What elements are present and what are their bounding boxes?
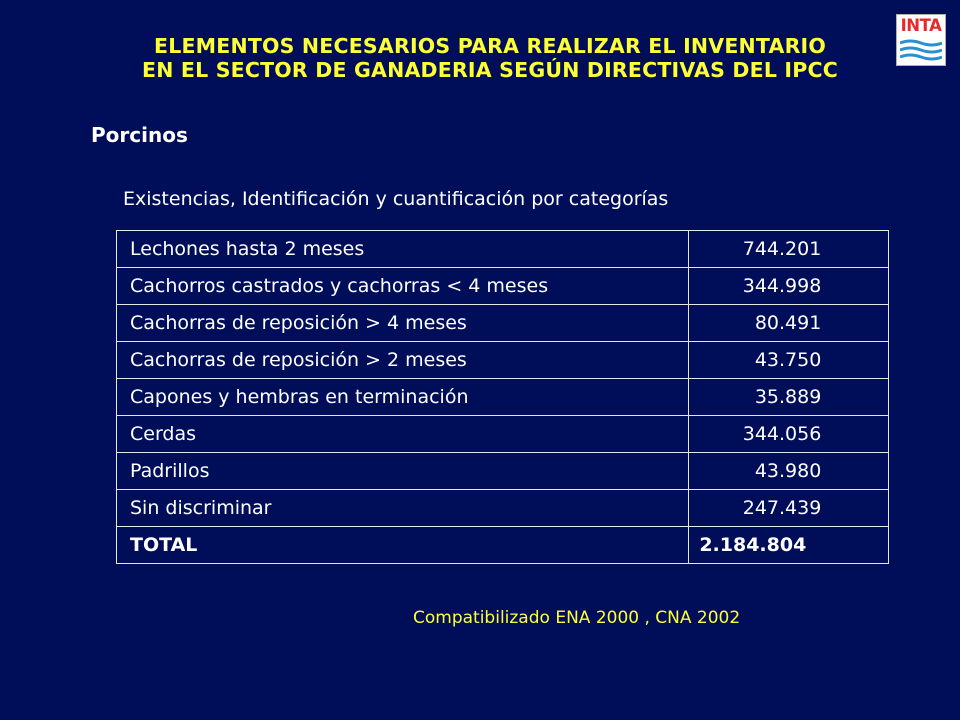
total-value: 2.184.804 [699,534,807,556]
category-value: 80.491 [754,312,822,334]
total-row [117,527,889,564]
category-label: Cachorros castrados y cachorras < 4 meses [117,268,689,305]
category-label: Padrillos [117,453,689,490]
table-row [117,305,889,342]
page-title [70,34,910,82]
category-value-cell [689,342,889,379]
table-body [117,231,889,564]
category-value-cell [689,490,889,527]
total-label: TOTAL [117,527,689,564]
inta-logo [896,14,946,66]
table-row [117,342,889,379]
logo-waves-icon [900,39,942,63]
category-value-cell [689,268,889,305]
table-row [117,379,889,416]
total-value-cell [689,527,889,564]
category-value-cell [689,379,889,416]
category-label: Sin discriminar [117,490,689,527]
inventory-table [116,230,889,564]
category-value: 744.201 [742,238,822,260]
category-value-cell [689,231,889,268]
table-row [117,453,889,490]
category-value: 35.889 [754,386,822,408]
title-line-1: ELEMENTOS NECESARIOS PARA REALIZAR EL INVENTARIO [153,34,827,58]
category-value: 247.439 [742,497,822,519]
category-label: Cachorras de reposición > 2 meses [117,342,689,379]
category-value: 344.056 [742,423,822,445]
subtitle: Existencias, Identificación y cuantificación por categorías [123,188,669,210]
table-row [117,231,889,268]
category-label: Lechones hasta 2 meses [117,231,689,268]
category-label: Cerdas [117,416,689,453]
table-row [117,268,889,305]
category-value: 344.998 [742,275,822,297]
table-row [117,416,889,453]
category-value-cell [689,453,889,490]
category-value: 43.750 [754,349,822,371]
source-note: Compatibilizado ENA 2000 , CNA 2002 [413,608,741,628]
category-label: Capones y hembras en terminación [117,379,689,416]
category-value: 43.980 [754,460,822,482]
category-label: Cachorras de reposición > 4 meses [117,305,689,342]
category-value-cell [689,305,889,342]
logo-text: INTA [900,16,942,35]
title-line-2: EN EL SECTOR DE GANADERIA SEGÚN DIRECTIVAS DEL IPCC [142,58,838,82]
section-title: Porcinos [91,123,188,147]
table-row [117,490,889,527]
category-value-cell [689,416,889,453]
